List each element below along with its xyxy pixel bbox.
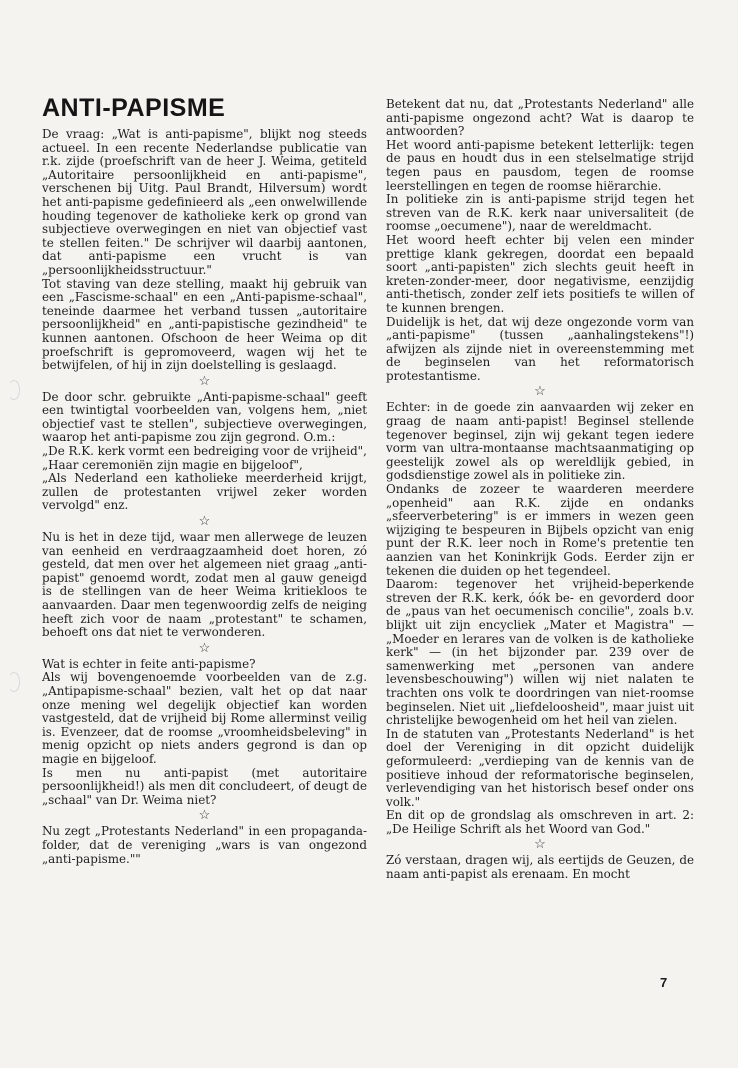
article-title: ANTI-PAPISME bbox=[42, 94, 226, 122]
paragraph: Echter: in de goede zin aanvaarden wij zeker en graag de naam anti-papist! Beginsel stellende tegenover beginsel, zijn wij gekant tegen iedere vorm van ultra-montaanse machtsaanmatiging op geestelijk zowel als op wereldlijk gebied, in godsdienstige zowel als in politieke zin. bbox=[386, 400, 694, 483]
left-column bbox=[42, 94, 367, 866]
quote-line: „De R.K. kerk vormt een bedreiging voor de vrijheid", bbox=[42, 444, 367, 459]
paragraph: Duidelijk is het, dat wij deze ongezonde vorm van „anti-papisme" (tussen „aanhalingstekens"!) afwijzen als zijnde niet in overeenstemming met de beginselen van het reformatorisch protestantisme. bbox=[386, 314, 694, 383]
quote-line: „Haar ceremoniën zijn magie en bijgeloof", bbox=[42, 457, 303, 472]
quote-line: „Als Nederland een katholieke meerderheid krijgt, zullen de protestanten vrijwel zeker worden vervolgd" enz. bbox=[42, 471, 367, 513]
paragraph: In de statuten van „Protestants Nederland" is het doel der Vereniging in dit opzicht duidelijk geformuleerd: „verdieping van de kennis van de positieve inhoud der reformatorische beginselen, verlevendiging van het historisch besef onder ons volk." bbox=[386, 726, 694, 809]
paragraph: Tot staving van deze stelling, maakt hij gebruik van een „Fascisme-schaal" en een „Anti-papisme-schaal", teneinde daarmee het verband tussen „autoritaire persoonlijkheid" en „anti-papistische gezindheid" te kunnen aantonen. Ofschoon de heer Weima op dit proefschrift is gepromoveerd, wagen wij het te betwijfelen, of hij in zijn doelstelling is geslaagd. bbox=[42, 276, 367, 373]
paragraph: Zó verstaan, dragen wij, als eertijds de Geuzen, de naam anti-papist als erenaam. En mocht bbox=[386, 853, 694, 882]
star-separator-icon: ☆ bbox=[198, 640, 211, 656]
paragraph: Nu zegt „Protestants Nederland" in een propaganda-folder, dat de vereniging „wars is van ongezond „anti-papisme."" bbox=[42, 824, 367, 866]
paragraph: Als wij bovengenoemde voorbeelden van de z.g. „Antipapisme-schaal" bezien, valt het op dat naar onze mening wel degelijk objectief kan worden vastgesteld, dat de vrijheid bij Rome allerminst veilig is. Evenzeer, dat de roomse „vroomheidsbeleving" in menig opzicht op niets anders gegrond is dan op magie en bijgeloof. bbox=[42, 670, 367, 766]
paragraph: De vraag: „Wat is anti-papisme", blijkt nog steeds actueel. In een recente Nederlandse publicatie van r.k. zijde (proefschrift van de heer J. Weima, getiteld „Autoritaire persoonlijkheid en anti-papisme", verschenen bij Uitg. Paul Brandt, Hilversum) wordt het anti-papisme gedefinieerd als „een onwelwillende houding tegenover de katholieke kerk op grond van subjectieve overwegingen en niet van objectief vast te stellen feiten." De schrijver wil daarbij aantonen, dat anti-papisme een vrucht is van „persoonlijkheidsstructuur." bbox=[42, 127, 367, 277]
page-number: 7 bbox=[660, 975, 668, 990]
paragraph: Betekent dat nu, dat „Protestants Nederland" alle anti-papisme ongezond acht? Wat is daarop te antwoorden? bbox=[386, 97, 694, 139]
paragraph: Nu is het in deze tijd, waar men allerwege de leuzen van eenheid en verdraagzaamheid doet horen, zó gesteld, dat men over het algemeen niet graag „anti-papist" genoemd wordt, zodat men al gauw geneigd is de stellingen van de heer Weima kritiekloos te aanvaarden. Daar men tegenwoordig zelfs de neiging heeft zich voor de naam „protestant" te schamen, behoeft ons dat niet te verwonderen. bbox=[42, 530, 367, 640]
right-column bbox=[386, 98, 694, 882]
star-separator-icon: ☆ bbox=[198, 514, 211, 530]
star-separator-icon: ☆ bbox=[534, 837, 546, 853]
paragraph: De door schr. gebruikte „Anti-papisme-schaal" geeft een twintigtal voorbeelden van, volgens hem, „niet objectief vast te stellen", subjectieve overwegingen, waarop het anti-papisme zou zijn gegrond. O.m.: bbox=[42, 389, 367, 445]
paragraph: In politieke zin is anti-papisme strijd tegen het streven van de R.K. kerk naar universaliteit (de roomse „oecumene"), naar de wereldmacht. bbox=[386, 192, 694, 234]
paragraph: Wat is echter in feite anti-papisme? bbox=[42, 656, 256, 671]
paragraph: Is men nu anti-papist (met autoritaire persoonlijkheid!) als men dit concludeert, of deugt de „schaal" van Dr. Weima niet? bbox=[42, 765, 367, 807]
star-separator-icon: ☆ bbox=[198, 808, 211, 824]
star-separator-icon: ☆ bbox=[198, 373, 211, 389]
paragraph: Het woord heeft echter bij velen een minder prettige klank gekregen, doordat een bepaald soort „anti-papisten" zich slechts geuit heeft in kreten-zonder-meer, door negativisme, eenzijdig anti-thetisch, zonder zelf iets positiefs te willen of te kunnen brengen. bbox=[386, 232, 694, 315]
paragraph: Het woord anti-papisme betekent letterlijk: tegen de paus en houdt dus in een stelselmatige strijd tegen paus en pausdom, tegen de roomse leerstellingen en tegen de roomse hiërarchie. bbox=[386, 137, 694, 193]
paragraph: Daarom: tegenover het vrijheid-beperkende streven der R.K. kerk, óók be- en gevorderd door de „paus van het oecumenisch concilie", zoals b.v. blijkt uit zijn encycliek „Mater et Magistra" — „Moeder en lerares van de volken is de katholieke kerk" — (in het bijzonder par. 239 over de samenwerking met „personen van andere levensbeschouwing") willen wij niet nalaten te trachten ons volk te doordringen van niet-roomse beginselen. Niet uit „liefdeloosheid", maar juist uit christelijke bewogenheid om het heil van zielen. bbox=[386, 577, 694, 728]
star-separator-icon: ☆ bbox=[534, 384, 546, 400]
paragraph: Ondanks de zozeer te waarderen meerdere „openheid" aan R.K. zijde en ondanks „sfeerverbetering" is er immers in wezen geen wijziging te bespeuren in Bijbels opzicht van enig punt der R.K. leer noch in Rome's pretentie ten aanzien van het Koninkrijk Gods. Eerder zijn er tekenen die duiden op het tegendeel. bbox=[386, 482, 694, 578]
punch-hole-icon bbox=[8, 380, 20, 400]
punch-hole-icon bbox=[8, 672, 20, 692]
paragraph: En dit op de grondslag als omschreven in art. 2: „De Heilige Schrift als het Woord van God." bbox=[386, 808, 694, 836]
